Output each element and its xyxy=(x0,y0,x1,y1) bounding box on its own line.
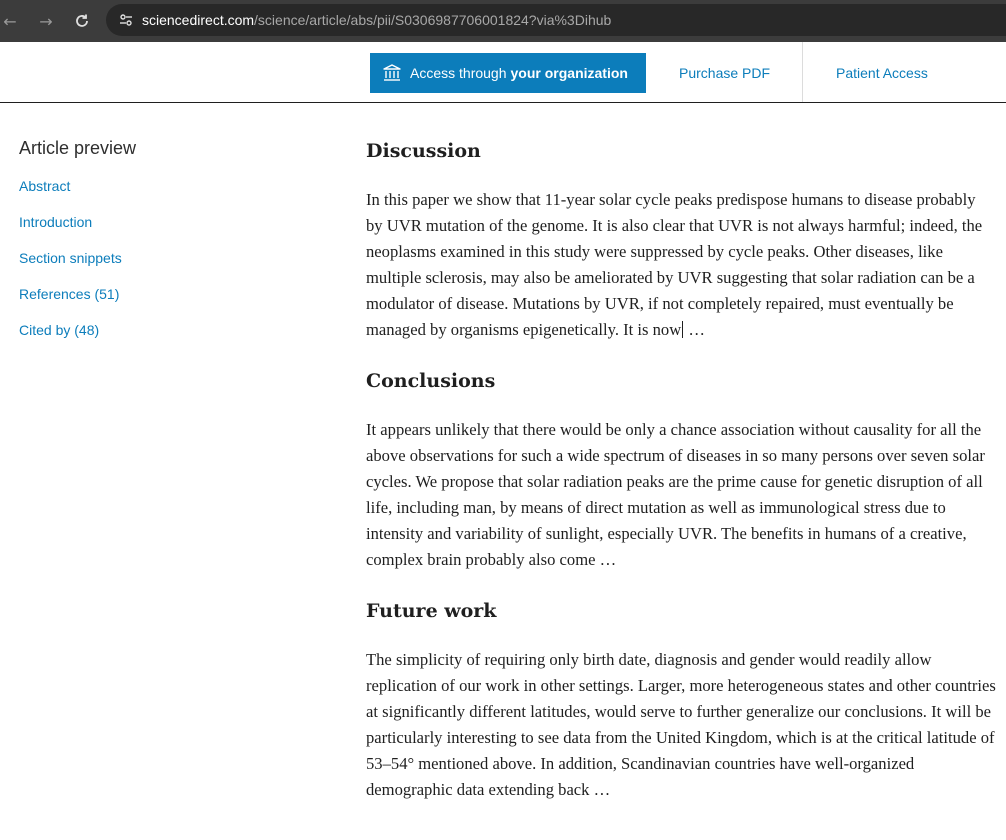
arrow-right-icon[interactable]: → xyxy=(39,11,53,31)
arrow-left-icon[interactable]: ← xyxy=(3,11,17,31)
sidebar-item-cited-by[interactable]: Cited by (48) xyxy=(19,322,100,338)
section-text-ellipsis: … xyxy=(684,320,705,339)
section-future-work xyxy=(366,600,998,803)
sidebar-title: Article preview xyxy=(19,138,137,158)
access-button-prefix: Access through xyxy=(410,65,507,81)
browser-toolbar xyxy=(0,0,1006,42)
section-title: Conclusions xyxy=(366,370,496,392)
url-text xyxy=(142,12,611,28)
section-text: It appears unlikely that there would be only a chance association without causality for all the above observations for such a wide spectrum of diseases in so many persons over seven solar cycles. We propose that solar radiation peaks are the prime cause for genetic disruption of all life, including man, by means of direct mutation as well as immunological stress due to intensity and variability of sunlight, especially UVR. The benefits in humans of a creative, complex brain probably also come … xyxy=(366,420,985,569)
sidebar-item-section-snippets[interactable]: Section snippets xyxy=(19,250,122,266)
article-preview-sidebar xyxy=(19,138,319,357)
access-button-bold: your organization xyxy=(510,65,628,81)
purchase-pdf-link[interactable]: Purchase PDF xyxy=(679,65,771,81)
section-title: Discussion xyxy=(366,140,481,162)
section-text: The simplicity of requiring only birth date, diagnosis and gender would readily allow replication of our work in other settings. Larger, more heterogeneous states and other countries at significantly different latitudes, would serve to further generalize our conclusions. It will be particularly interesting to see data from the United Kingdom, which is at the critical latitude of 53–54° mentioned above. In addition, Scandinavian countries have well-organized demographic data extending back … xyxy=(366,650,996,799)
url-path: /science/article/abs/pii/S0306987706001824?via%3Dihub xyxy=(254,12,612,28)
article-content xyxy=(366,138,998,803)
address-bar[interactable] xyxy=(106,4,1006,36)
url-domain: sciencedirect.com xyxy=(142,12,255,28)
section-title: Future work xyxy=(366,600,497,622)
site-header xyxy=(0,42,1006,103)
reload-icon[interactable] xyxy=(68,7,96,35)
institution-icon xyxy=(382,63,402,83)
section-conclusions xyxy=(366,370,998,573)
tune-icon[interactable] xyxy=(118,12,134,28)
section-text xyxy=(366,187,996,343)
section-discussion xyxy=(366,140,998,343)
section-text-main: In this paper we show that 11-year solar cycle peaks predispose humans to disease probably by UVR mutation of the genome. It is also clear that UVR is not always harmful; indeed, the neoplasms examined in this study were suppressed by cycle peaks. Other diseases, like multiple sclerosis, may also be ameliorated by UVR suggesting that solar radiation can be a modulator of disease. Mutations by UVR, if not completely repaired, must eventually be managed by organisms epigenetically. It is now xyxy=(366,190,983,339)
patient-access-link[interactable]: Patient Access xyxy=(836,65,928,81)
sidebar-item-references[interactable]: References (51) xyxy=(19,286,120,302)
access-through-organization-button[interactable] xyxy=(370,53,646,93)
sidebar-item-abstract[interactable]: Abstract xyxy=(19,178,71,194)
sidebar-item-introduction[interactable]: Introduction xyxy=(19,214,93,230)
header-divider xyxy=(802,42,803,102)
